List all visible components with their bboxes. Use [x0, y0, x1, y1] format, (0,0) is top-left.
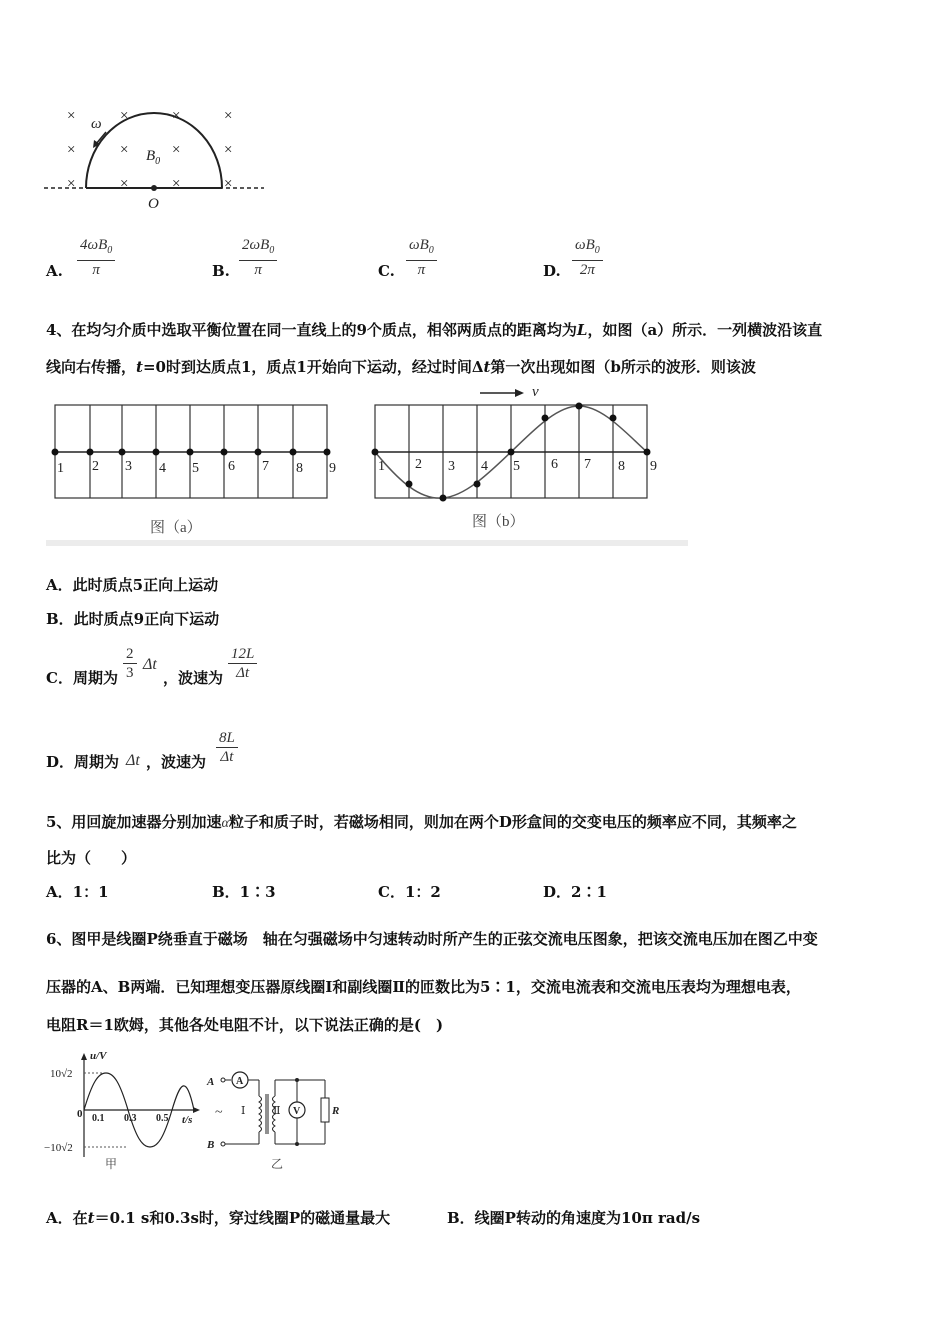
- q4-a-labels: [57, 459, 336, 476]
- q6-ymax-label: 10√2: [50, 1068, 73, 1080]
- q5-option-d: D．2∶1: [543, 883, 607, 901]
- svg-text:A: A: [236, 1076, 244, 1087]
- q6-circuit-caption: 乙: [271, 1157, 284, 1171]
- svg-text:1: 1: [378, 459, 385, 474]
- svg-text:×: ×: [224, 176, 233, 192]
- q3-option-a-label: A.: [46, 262, 63, 280]
- svg-text:6: 6: [551, 457, 558, 472]
- svg-text:×: ×: [224, 142, 233, 158]
- q5-stem-line1: 5、用回旋加速器分别加速α粒子和质子时，若磁场相同，则加在两个D形盒间的交变电压的频率应不同，其频率之: [46, 813, 797, 831]
- svg-text:9: 9: [329, 461, 336, 476]
- q6-tick-0-1: 0.1: [92, 1113, 105, 1124]
- q3-option-d-label: D.: [543, 262, 561, 280]
- q4-b-velocity-arrowhead: [515, 389, 524, 397]
- q4-option-d-period: Δt: [126, 752, 140, 769]
- q6-option-a: A．在t＝0.1 s和0.3s时，穿过线圈P的磁通量最大: [46, 1209, 391, 1227]
- svg-text:8: 8: [618, 459, 625, 474]
- svg-text:V: V: [293, 1106, 301, 1117]
- q4-figure-a: [50, 400, 350, 540]
- q6-resistor-label: R: [332, 1105, 340, 1117]
- svg-text:8: 8: [296, 461, 303, 476]
- svg-text:7: 7: [262, 459, 269, 474]
- q3-origin-label: O: [148, 196, 159, 212]
- q4-b-caption: 图（b）: [472, 514, 525, 530]
- q5-option-a: A．1：1: [46, 883, 109, 901]
- q3-option-c-label: C.: [378, 262, 395, 280]
- q5-option-b: B．1∶3: [212, 883, 276, 901]
- q4-option-c-period-tail: Δt: [143, 656, 157, 673]
- q6-terminal-a: A: [207, 1076, 215, 1088]
- q3-option-b-label: B.: [212, 262, 230, 280]
- q3-option-d-fraction: $\frac{\omega B_0}{2\pi}$: [572, 236, 603, 279]
- svg-text:4: 4: [481, 459, 488, 474]
- q3-option-b-fraction: $\frac{2\omega B_0}{\pi}$: [239, 236, 277, 279]
- svg-text:×: ×: [172, 108, 181, 124]
- q4-figure-b: [370, 382, 670, 540]
- q6-x-label: t/s: [182, 1114, 193, 1126]
- svg-text:5: 5: [192, 461, 199, 476]
- q6-ymin-label: −10√2: [44, 1142, 73, 1154]
- q4-stem-line1: 4、在均匀介质中选取平衡位置在同一直线上的9个质点，相邻两质点的距离均为L，如图（a）所示．一列横波沿该直: [46, 321, 823, 339]
- svg-text:7: 7: [584, 457, 591, 472]
- svg-text:3: 3: [448, 459, 455, 474]
- svg-text:×: ×: [172, 142, 181, 158]
- q4-option-c-mid: ，波速为: [163, 669, 224, 687]
- q4-stem-line2: 线向右传播，t=0时到达质点1，质点1开始向下运动，经过时间Δt第一次出现如图（b所示的波形．则该波: [46, 358, 756, 376]
- q5-stem-line2: 比为（ ）: [46, 849, 137, 867]
- q6-secondary-label: Ⅱ: [273, 1105, 281, 1117]
- q6-tick-0-5: 0.5: [156, 1113, 169, 1124]
- q6-resistor: [321, 1098, 329, 1122]
- q4-option-c-period-fraction: $\frac{2}{3}$: [123, 645, 137, 682]
- q4-b-velocity-label: v: [532, 384, 539, 400]
- q3-omega-label: ω: [91, 116, 102, 132]
- q4-figure-separator: [46, 540, 688, 546]
- svg-text:×: ×: [224, 108, 233, 124]
- q4-option-d-mid: ，波速为: [146, 753, 207, 771]
- q6-stem-line2: 压器的A、B两端．已知理想变压器原线圈Ⅰ和副线圈Ⅱ的匝数比为5∶1，交流电流表和交流电压表均为理想电表，: [46, 978, 801, 996]
- q4-b-labels: [378, 457, 657, 474]
- svg-text:4: 4: [159, 461, 166, 476]
- svg-text:9: 9: [650, 459, 657, 474]
- q6-stem-line1: 6、图甲是线圈P绕垂直于磁场 轴在匀强磁场中匀速转动时所产生的正弦交流电压图象，把该交流电压加在图乙中变: [46, 930, 818, 948]
- q3-figure: [40, 100, 270, 215]
- svg-text:×: ×: [67, 108, 76, 124]
- svg-text:1: 1: [57, 461, 64, 476]
- svg-text:×: ×: [172, 176, 181, 192]
- q5-option-c: C．1：2: [378, 883, 441, 901]
- q4-option-c-speed-fraction: $\frac{12L}{\Delta t}$: [228, 645, 257, 682]
- q4-option-d-prefix: D．周期为: [46, 753, 120, 771]
- svg-text:×: ×: [67, 142, 76, 158]
- q6-primary-coil: [259, 1096, 262, 1132]
- q6-stem-line3: 电阻R＝1欧姆，其他各处电阻不计，以下说法正确的是( ): [46, 1016, 444, 1034]
- q6-option-b: B．线圈P转动的角速度为10π rad/s: [447, 1209, 701, 1227]
- q3-option-a-fraction: $\frac{4\omega B_0}{\pi}$: [77, 236, 115, 279]
- q6-y-label: u/V: [90, 1050, 107, 1062]
- svg-text:×: ×: [120, 108, 129, 124]
- q6-source-symbol: ~: [215, 1105, 223, 1120]
- svg-text:×: ×: [120, 176, 129, 192]
- q6-primary-label: Ⅰ: [241, 1105, 246, 1117]
- q6-voltage-graph: [40, 1045, 210, 1175]
- svg-text:2: 2: [415, 457, 422, 472]
- q6-circuit: [205, 1060, 355, 1175]
- svg-text:5: 5: [513, 459, 520, 474]
- q4-option-d-speed-fraction: $\frac{8L}{\Delta t}$: [216, 729, 238, 766]
- q6-graph-caption: 甲: [105, 1157, 118, 1171]
- q6-terminal-b: B: [207, 1139, 215, 1151]
- svg-text:6: 6: [228, 459, 235, 474]
- svg-text:×: ×: [120, 142, 129, 158]
- q3-option-c-fraction: $\frac{\omega B_0}{\pi}$: [406, 236, 437, 279]
- q3-field-label: $B_0$: [146, 148, 161, 167]
- q4-option-b: B．此时质点9正向下运动: [46, 610, 220, 628]
- q4-a-caption: 图（a）: [150, 520, 202, 536]
- q3-origin-dot: [151, 185, 157, 191]
- q4-option-a: A．此时质点5正向上运动: [46, 576, 219, 594]
- svg-text:×: ×: [67, 176, 76, 192]
- q6-tick-0-3: 0.3: [124, 1113, 137, 1124]
- svg-text:3: 3: [125, 459, 132, 474]
- q6-origin-label: 0: [77, 1108, 83, 1120]
- svg-text:2: 2: [92, 459, 99, 474]
- q4-option-c-prefix: C．周期为: [46, 669, 118, 687]
